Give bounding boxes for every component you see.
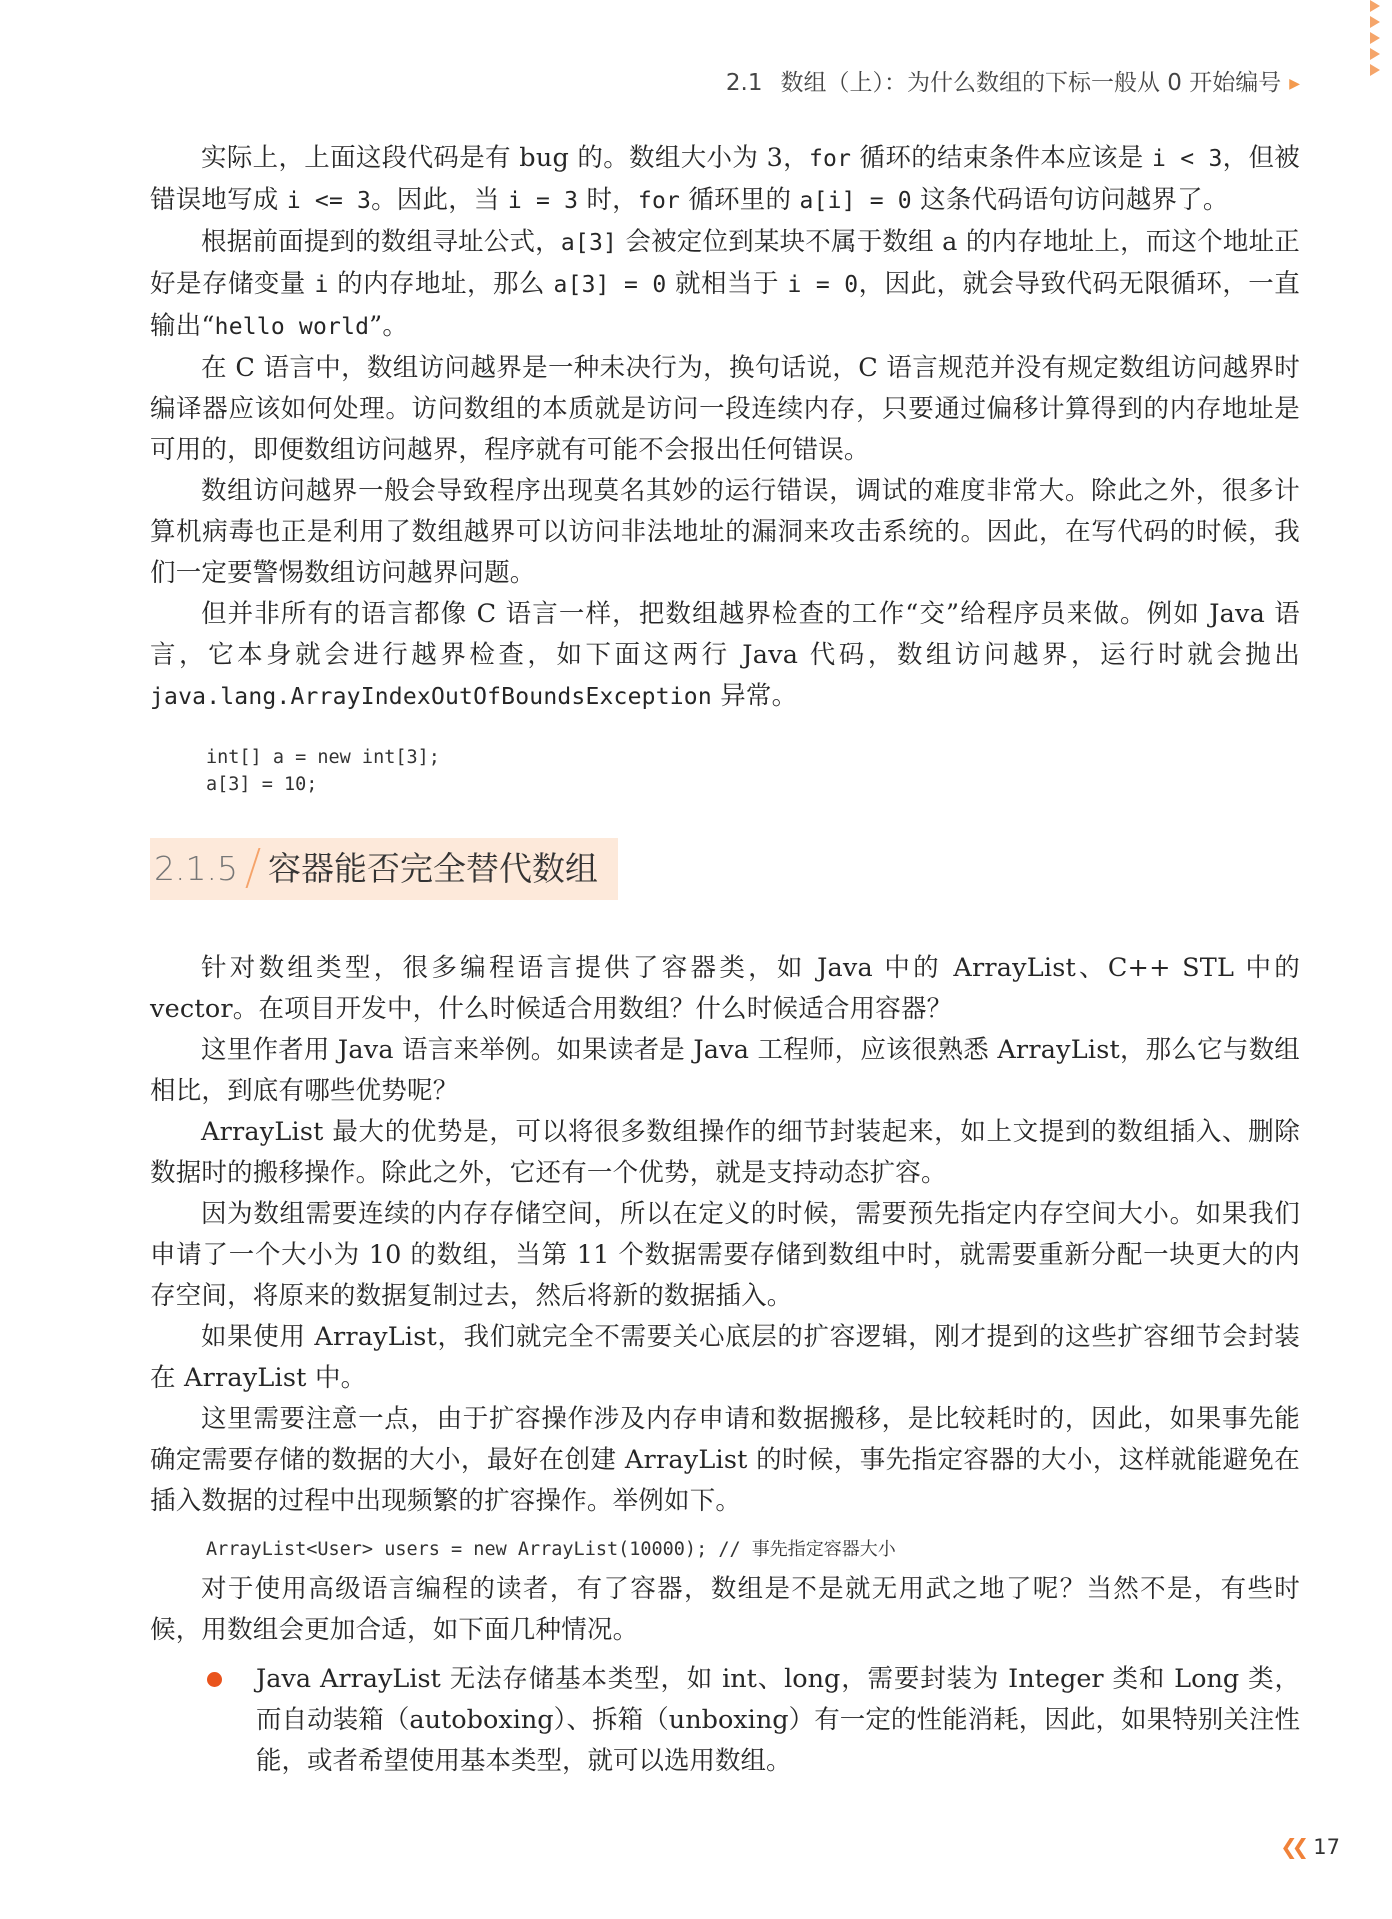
paragraph: 针对数组类型，很多编程语言提供了容器类，如 Java 中的 ArrayList、C++ STL 中的 vector。在项目开发中，什么时候适合用数组？什么时候适合用容器？ (150, 953, 1300, 1024)
header-arrow-icon: ▶ (1289, 76, 1300, 92)
text-run: ”。 (369, 311, 409, 341)
text-run: ，因此，就会导致代码无限循环，一直输出“ (150, 269, 1300, 341)
paragraph (150, 138, 1300, 222)
paragraph: 对于使用高级语言编程的读者，有了容器，数组是不是就无用武之地了呢？当然不是，有些时候，用数组会更加合适，如下面几种情况。 (150, 1574, 1300, 1645)
paragraph (150, 222, 1300, 348)
inline-code: a[i] = 0 (799, 188, 912, 214)
text-run: 实际上，上面这段代码是有 bug 的。数组大小为 3， (201, 143, 809, 173)
code-line: ArrayList<User> users = new ArrayList(10000); // (206, 1539, 741, 1560)
paragraph: 这里需要注意一点，由于扩容操作涉及内存申请和数据搬移，是比较耗时的，因此，如果事先能确定需要存储的数据的大小，最好在创建 ArrayList 的时候，事先指定容器的大小，这样就能避免在插入数据的过程中出现频繁的扩容操作。举例如下。 (150, 1404, 1300, 1516)
bullet-item (150, 1659, 1300, 1782)
inline-code: a[3] = 0 (553, 272, 667, 298)
section-heading (150, 838, 618, 900)
bullet-dot-icon (207, 1672, 222, 1687)
text-run: 数组访问越界一般会导致程序出现莫名其妙的运行错误，调试的难度非常大。除此之外，很多计算机病毒也正是利用了数组越界可以访问非法地址的漏洞来攻击系统的。因此，在写代码的时候，我们一定要警惕数组访问越界问题。 (150, 476, 1300, 588)
section-title: 容器能否完全替代数组 (267, 849, 598, 888)
paragraph (150, 471, 1300, 594)
inline-code: hello world (214, 314, 370, 340)
paragraphs-top (150, 138, 1300, 718)
text-run: 根据前面提到的数组寻址公式， (201, 227, 561, 257)
header-section-number: 2.1 (725, 70, 763, 96)
inline-code: for (637, 188, 681, 214)
paragraph (150, 594, 1300, 718)
text-run: 循环的结束条件本应该是 (851, 143, 1153, 173)
code-line: a[3] = 10; (206, 774, 318, 795)
inline-code: i < 3 (1152, 146, 1223, 172)
code-block-arraylist (206, 1536, 1300, 1563)
paragraph: 这里作者用 Java 语言来举例。如果读者是 Java 工程师，应该很熟悉 ArrayList，那么它与数组相比，到底有哪些优势呢？ (150, 1035, 1300, 1106)
text-run: 会被定位到某块不属于数组 a 的内存地址上，而这个地址正好是存储变量 (150, 227, 1300, 299)
inline-code: i (314, 272, 329, 298)
text-run: 。因此，当 (371, 185, 508, 215)
text-run: 时， (578, 185, 638, 215)
section-number: 2.1.5 (154, 849, 238, 888)
inline-code: java.lang.ArrayIndexOutOfBoundsException (150, 684, 712, 710)
code-comment: 事先指定容器大小 (751, 1539, 896, 1560)
text-run: 就相当于 (666, 269, 788, 299)
paragraph: 因为数组需要连续的内存存储空间，所以在定义的时候，需要预先指定内存空间大小。如果我们申请了一个大小为 10 的数组，当第 11 个数据需要存储到数组中时，就需要重新分配一块更大的内存空间，将原来的数据复制过去，然后将新的数据插入。 (150, 1199, 1300, 1311)
text-run: 在 C 语言中，数组访问越界是一种未决行为，换句话说，C 语言规范并没有规定数组访问越界时编译器应该如何处理。访问数组的本质就是访问一段连续内存，只要通过偏移计算得到的内存地址是可用的，即便数组访问越界，程序就有可能不会报出任何错误。 (150, 353, 1300, 465)
text-run: 但并非所有的语言都像 C 语言一样，把数组越界检查的工作“交”给程序员来做。例如 Java 语言，它本身就会进行越界检查，如下面这两行 Java 代码，数组访问越界，运行时就会抛出 (150, 599, 1300, 670)
page-footer (1280, 1835, 1340, 1859)
text-run: 循环里的 (680, 185, 800, 215)
corner-decoration (1368, 0, 1382, 92)
inline-code: i <= 3 (286, 188, 372, 214)
text-run: 这条代码语句访问越界了。 (911, 185, 1229, 215)
code-line: int[] a = new int[3]; (206, 747, 440, 768)
header-section-title: 数组（上）：为什么数组的下标一般从 0 开始编号 (780, 70, 1282, 96)
page-body (150, 138, 1300, 1782)
inline-code: for (808, 146, 852, 172)
folio-chevron-icon: ❮❮ (1280, 1835, 1304, 1859)
paragraph: 如果使用 ArrayList，我们就完全不需要关心底层的扩容逻辑，刚才提到的这些扩容细节会封装在 ArrayList 中。 (150, 1322, 1300, 1393)
inline-code: i = 3 (507, 188, 579, 214)
text-run: 异常。 (711, 681, 798, 711)
paragraph: ArrayList 最大的优势是，可以将很多数组操作的细节封装起来，如上文提到的数组插入、删除数据时的搬移操作。除此之外，它还有一个优势，就是支持动态扩容。 (150, 1117, 1300, 1188)
paragraph (150, 348, 1300, 471)
text-run: ，但被错误地写成 (150, 143, 1301, 215)
inline-code: i = 0 (787, 272, 859, 298)
inline-code: a[3] (560, 230, 618, 256)
text-run: 的内存地址，那么 (328, 269, 554, 299)
running-header (726, 64, 1300, 97)
code-block-array-overflow (206, 744, 1300, 798)
bullet-text: Java ArrayList 无法存储基本类型，如 int、long，需要封装为 Integer 类和 Long 类，而自动装箱（autoboxing）、拆箱（unboxing）有一定的性能消耗，因此，如果特别关注性能，或者希望使用基本类型，就可以选用数组。 (256, 1664, 1300, 1776)
page-number: 17 (1313, 1835, 1340, 1859)
